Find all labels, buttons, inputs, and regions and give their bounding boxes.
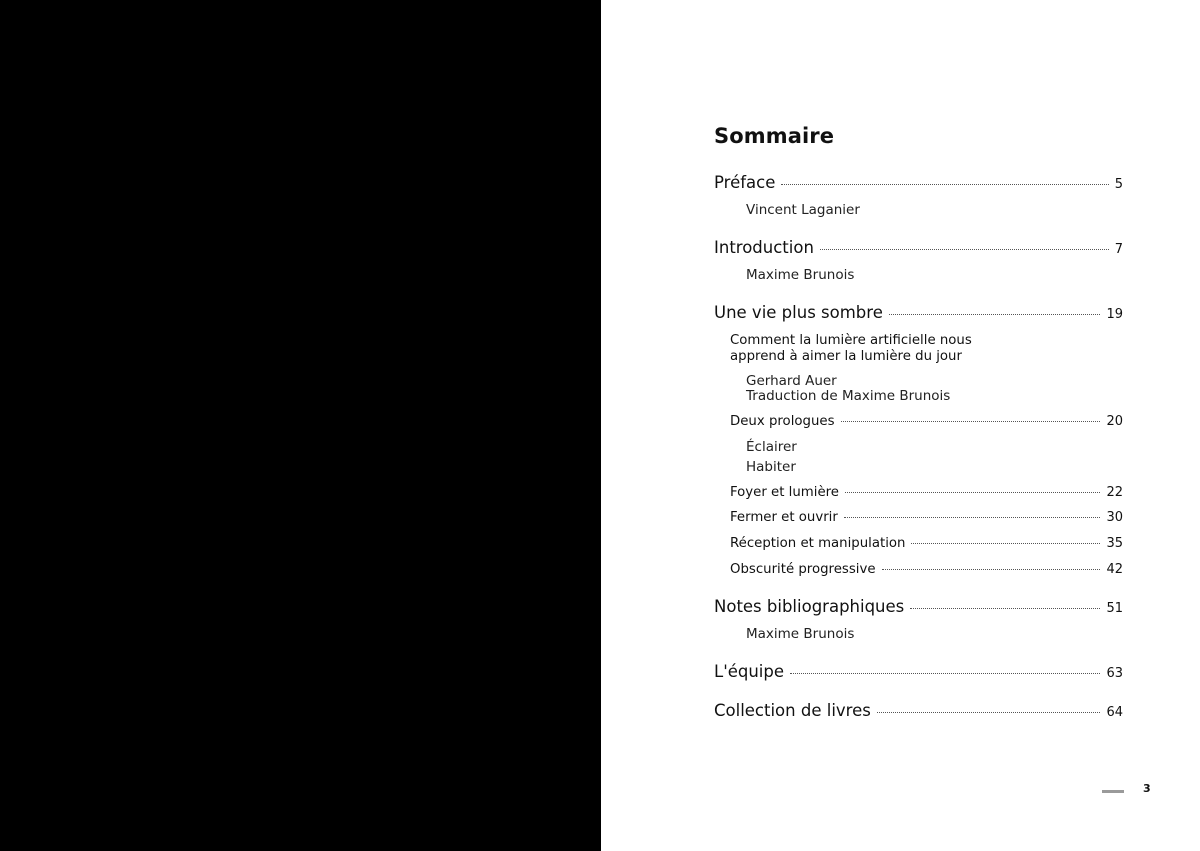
toc-author: Gerhard Auer bbox=[746, 373, 837, 389]
toc-section-reception-et-manipulation bbox=[730, 536, 1123, 551]
toc-section-obscurite-progressive bbox=[730, 562, 1123, 577]
dotted-leader bbox=[911, 543, 1100, 544]
toc-author: Vincent Laganier bbox=[746, 202, 860, 218]
dotted-leader bbox=[882, 569, 1101, 570]
toc-page-number: 7 bbox=[1114, 242, 1123, 257]
toc-page-number: 19 bbox=[1106, 307, 1123, 322]
toc-entry-label: Notes bibliographiques bbox=[714, 597, 905, 616]
toc-section-label: Obscurité progressive bbox=[730, 562, 876, 577]
toc-section-label: Foyer et lumière bbox=[730, 485, 839, 500]
toc-entry-label: L'équipe bbox=[714, 662, 785, 681]
toc-page-number: 22 bbox=[1106, 485, 1123, 500]
toc-entry-une-vie-plus-sombre bbox=[714, 303, 1123, 322]
dotted-leader bbox=[781, 184, 1108, 185]
dotted-leader bbox=[889, 314, 1101, 315]
toc-page-number: 20 bbox=[1106, 414, 1123, 429]
toc-subtitle-line2: apprend à aimer la lumière du jour bbox=[730, 349, 962, 364]
toc-section-label: Réception et manipulation bbox=[730, 536, 906, 551]
dotted-leader bbox=[820, 249, 1109, 250]
toc-page-number: 64 bbox=[1106, 705, 1123, 720]
toc-section-fermer-et-ouvrir bbox=[730, 510, 1123, 525]
dotted-leader bbox=[910, 608, 1100, 609]
toc-translator: Traduction de Maxime Brunois bbox=[746, 388, 951, 404]
toc-entry-notes-bibliographiques bbox=[714, 597, 1123, 616]
toc-entry-label: Introduction bbox=[714, 238, 814, 257]
toc-subtitle-line1: Comment la lumière artificielle nous bbox=[730, 333, 972, 348]
toc-entry-introduction bbox=[714, 238, 1123, 257]
toc-entry-preface bbox=[714, 173, 1123, 192]
footer-page-number: 3 bbox=[1143, 782, 1151, 795]
dotted-leader bbox=[877, 712, 1101, 713]
page-title: Sommaire bbox=[714, 124, 835, 148]
toc-entry-label: Préface bbox=[714, 173, 776, 192]
dotted-leader bbox=[845, 492, 1100, 493]
toc-page-number: 30 bbox=[1106, 510, 1123, 525]
toc-entry-label: Collection de livres bbox=[714, 701, 871, 720]
toc-entry-label: Une vie plus sombre bbox=[714, 303, 883, 322]
toc-entry-equipe bbox=[714, 662, 1123, 681]
toc-author: Maxime Brunois bbox=[746, 626, 855, 642]
toc-author: Maxime Brunois bbox=[746, 267, 855, 283]
toc-section-deux-prologues bbox=[730, 414, 1123, 429]
toc-prologue-item: Habiter bbox=[746, 459, 796, 475]
toc-prologue-item: Éclairer bbox=[746, 439, 797, 455]
toc-section-foyer-et-lumiere bbox=[730, 485, 1123, 500]
toc-section-label: Deux prologues bbox=[730, 414, 835, 429]
toc-page-number: 5 bbox=[1114, 177, 1123, 192]
toc-page-number: 51 bbox=[1106, 601, 1123, 616]
dotted-leader bbox=[841, 421, 1101, 422]
toc-entry-collection-de-livres bbox=[714, 701, 1123, 720]
toc-section-label: Fermer et ouvrir bbox=[730, 510, 838, 525]
dotted-leader bbox=[790, 673, 1100, 674]
toc-page-number: 35 bbox=[1106, 536, 1123, 551]
toc-page-number: 42 bbox=[1106, 562, 1123, 577]
footer-rule bbox=[1102, 790, 1124, 793]
toc-page-number: 63 bbox=[1106, 666, 1123, 681]
dotted-leader bbox=[844, 517, 1101, 518]
